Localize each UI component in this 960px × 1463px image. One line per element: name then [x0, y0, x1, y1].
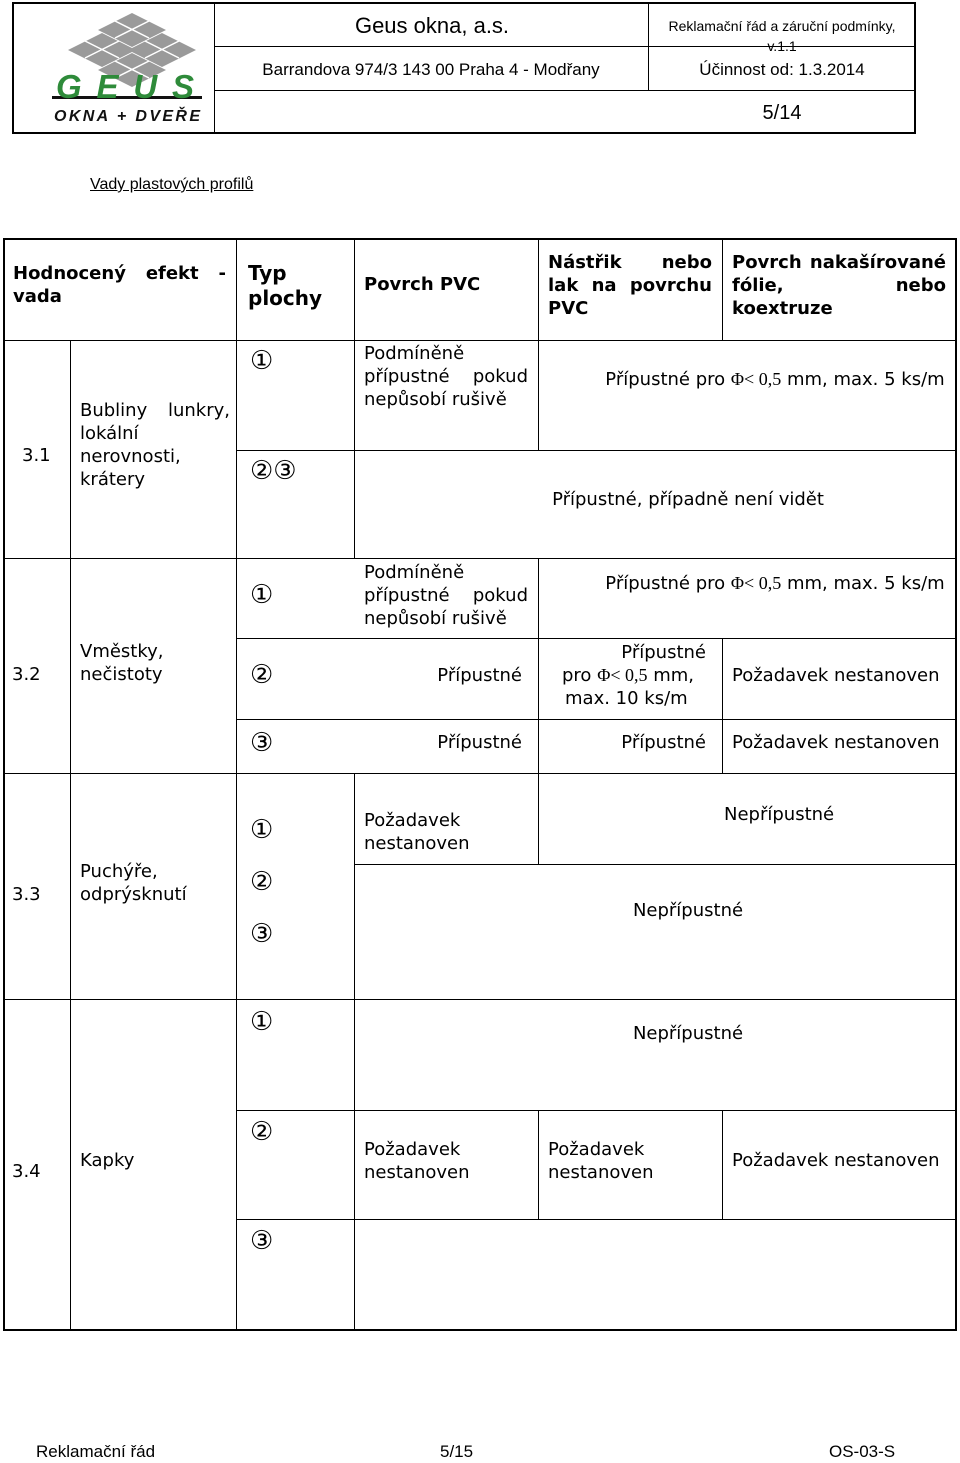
row-3-4-pvc-2: Požadavek nestanoven: [364, 1139, 470, 1183]
row-3-2-paint-2-pro: pro: [562, 665, 592, 686]
row-3-3-number: 3.3: [12, 884, 41, 905]
page-number: 5/14: [762, 102, 802, 124]
row-3-2-paint-2-line1: Přípustné: [621, 642, 706, 663]
surface-type-3-icon: ③: [250, 1226, 274, 1256]
section-title: Vady plastových profilů: [90, 176, 254, 193]
row-3-2-foil-3: Požadavek nestanoven: [732, 732, 940, 753]
surface-type-1-icon: ①: [250, 346, 274, 376]
row-3-1-merged-2-3: Přípustné, případně není vidět: [552, 489, 824, 510]
surface-type-1-icon: ①: [250, 1007, 274, 1037]
row-3-2-paint-2-mm: mm,: [653, 665, 695, 686]
surface-type-3-icon: ③: [250, 919, 274, 949]
row-3-2-pvc-1: Podmíněně přípustné pokud nepůsobí rušivě: [364, 562, 528, 629]
row-3-2-merged-1: [600, 572, 950, 595]
row-3-4-number: 3.4: [12, 1161, 41, 1182]
row-3-2-name: Vměstky, nečistoty: [80, 641, 164, 685]
header-effect: Hodnocený efekt - vada: [13, 263, 226, 307]
surface-type-1-icon: ①: [250, 580, 274, 610]
surface-type-2-icon: ②: [250, 867, 274, 897]
row-3-4-foil-2: Požadavek nestanoven: [732, 1150, 940, 1171]
company-address: Barrandova 974/3 143 00 Praha 4 - Modřany: [262, 60, 600, 79]
row-3-1-merged-1-b: mm, max. 5 ks/m: [786, 369, 945, 390]
header-type: Typ plochy: [248, 261, 323, 310]
footer-left: Reklamační řád: [36, 1442, 156, 1461]
row-3-1-merged-1-a: Přípustné pro: [605, 369, 726, 390]
row-3-2-paint-2-line3: max. 10 ks/m: [565, 688, 688, 709]
row-3-2-paint-2-phi: Φ< 0,5: [597, 665, 648, 685]
row-3-2-merged-1-b: mm, max. 5 ks/m: [786, 573, 945, 594]
surface-type-2-icon: ②: [250, 660, 274, 690]
document-title: Reklamační řád a záruční podmínky, v.1.1: [668, 18, 896, 54]
effective-date: Účinnost od: 1.3.2014: [699, 60, 865, 79]
header-foil: Povrch nakašírované fólie, nebo koextruze: [732, 252, 946, 319]
row-3-2-paint-3: Přípustné: [621, 732, 706, 753]
row-3-2-paint-2-line2: [548, 664, 712, 687]
company-name: Geus okna, a.s.: [354, 13, 510, 38]
row-3-1-merged-1: [600, 368, 950, 391]
header-paint: Nástřik nebo lak na povrchu PVC: [548, 252, 712, 319]
row-3-1-pvc-1: Podmíněně přípustné pokud nepůsobí rušivě: [364, 343, 528, 410]
row-3-2-merged-1-phi: Φ< 0,5: [730, 573, 782, 593]
row-3-4-paint-2: Požadavek nestanoven: [548, 1139, 654, 1183]
row-3-3-merged-1: Nepřípustné: [724, 804, 835, 825]
row-3-1-name: Bubliny lunkry, lokální nerovnosti, krátery: [80, 400, 230, 490]
footer-right: OS-03-S: [829, 1442, 896, 1461]
row-3-2-foil-2: Požadavek nestanoven: [732, 665, 940, 686]
row-3-2-merged-1-a: Přípustné pro: [605, 573, 726, 594]
row-3-3-merged-2-3: Nepřípustné: [632, 900, 744, 921]
row-3-2-paint-2: [548, 641, 712, 710]
row-3-3-pvc-1: Požadavek nestanoven: [364, 810, 470, 854]
row-3-2-number: 3.2: [12, 664, 41, 685]
surface-type-2-3-icon: ②③: [250, 456, 297, 486]
row-3-3-name: Puchýře, odprýsknutí: [80, 861, 187, 905]
row-3-1-merged-1-phi: Φ< 0,5: [730, 369, 782, 389]
footer-center: 5/15: [440, 1442, 474, 1461]
logo-text-okna: OKNA + DVEŘE: [54, 108, 200, 125]
logo-text-geus: GEUS: [56, 68, 194, 105]
row-3-1-number: 3.1: [22, 445, 51, 466]
header-pvc: Povrch PVC: [364, 274, 481, 295]
row-3-4-merged-1: Nepřípustné: [632, 1023, 744, 1044]
surface-type-3-icon: ③: [250, 728, 274, 758]
row-3-4-name: Kapky: [80, 1150, 135, 1171]
row-3-2-pvc-3: Přípustné: [437, 732, 522, 753]
surface-type-2-icon: ②: [250, 1117, 274, 1147]
row-3-2-pvc-2: Přípustné: [437, 665, 522, 686]
surface-type-1-icon: ①: [250, 815, 274, 845]
